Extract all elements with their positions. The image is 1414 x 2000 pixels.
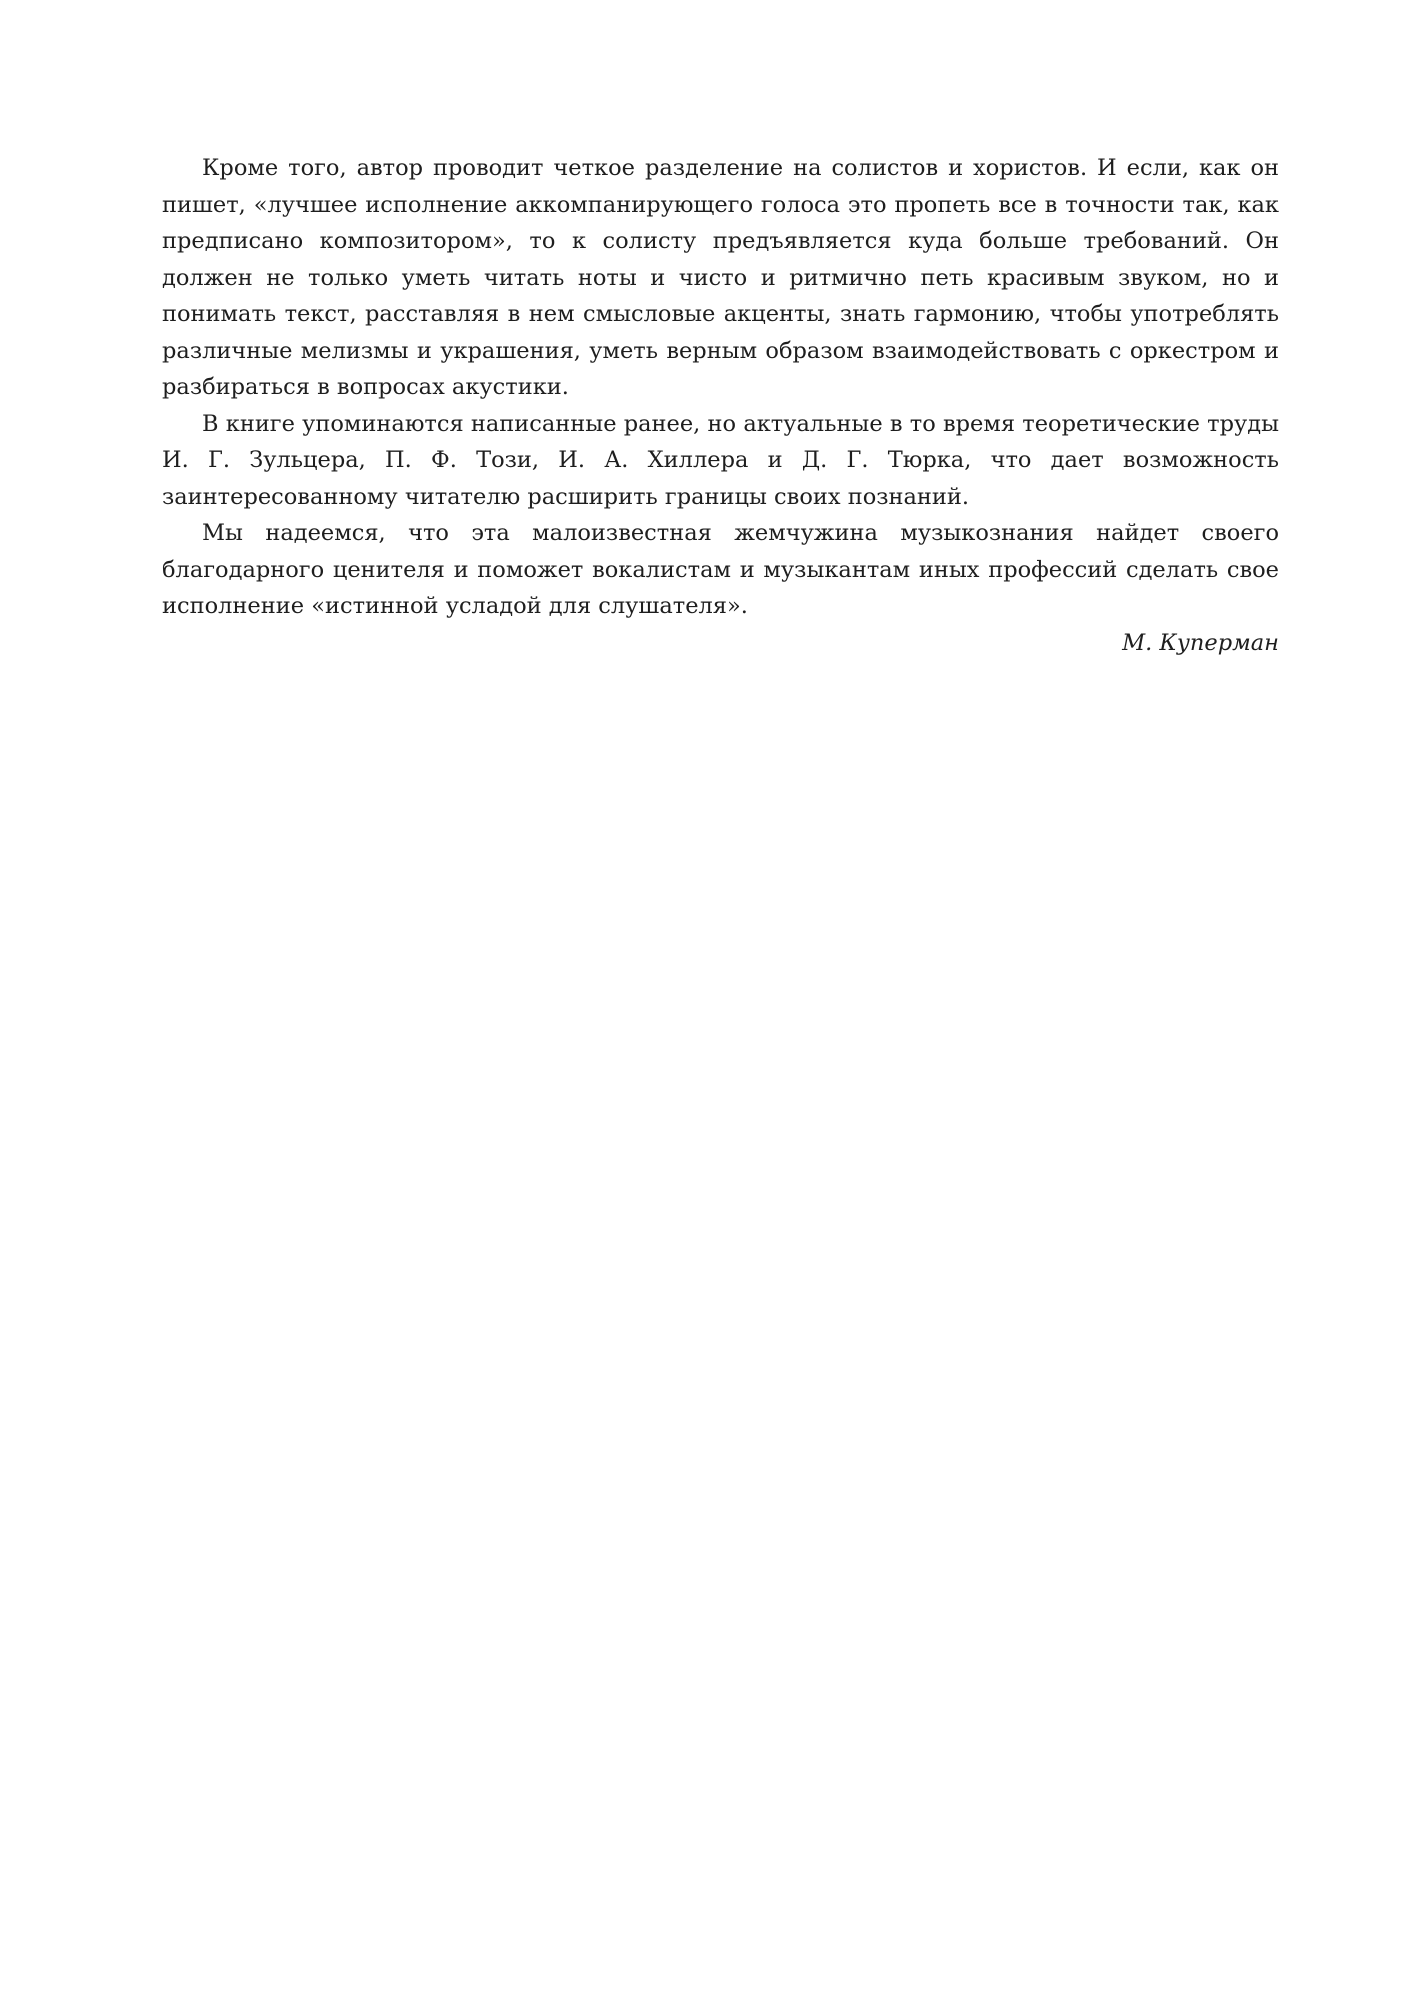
paragraph-theoretical-works: В книге упоминаются написанные ранее, но актуальные в то время теоретические труды И. Г. Зульцера, П. Ф. Този, И. А. Хиллера и Д. Г. Тюрка, что дает возможность заинтересованному читателю расширить границы своих познаний. (162, 410, 1279, 510)
paragraph-soloists-choristers: Кроме того, автор проводит четкое разделение на солистов и хористов. И если, как он пишет, «лучшее исполнение аккомпанирующего голоса это пропеть все в точности так, как предписано композитором», то к солисту предъявляется куда больше требований. Он должен не только уметь читать ноты и чисто и ритмично петь красивым звуком, но и понимать текст, расставляя в нем смысловые акценты, знать гармонию, чтобы употреблять различные мелизмы и украшения, уметь верным образом взаимодействовать с оркестром и разбираться в вопросах акустики. (162, 155, 1279, 400)
body-text (162, 150, 1279, 661)
paragraph-closing-wish: Мы надеемся, что эта малоизвестная жемчужина музыкознания найдет своего благодарного ценителя и поможет вокалистам и музыкантам иных профессий сделать свое исполнение «истинной усладой для слушателя». (162, 520, 1279, 619)
author-signature: М. Куперман (1122, 629, 1279, 656)
